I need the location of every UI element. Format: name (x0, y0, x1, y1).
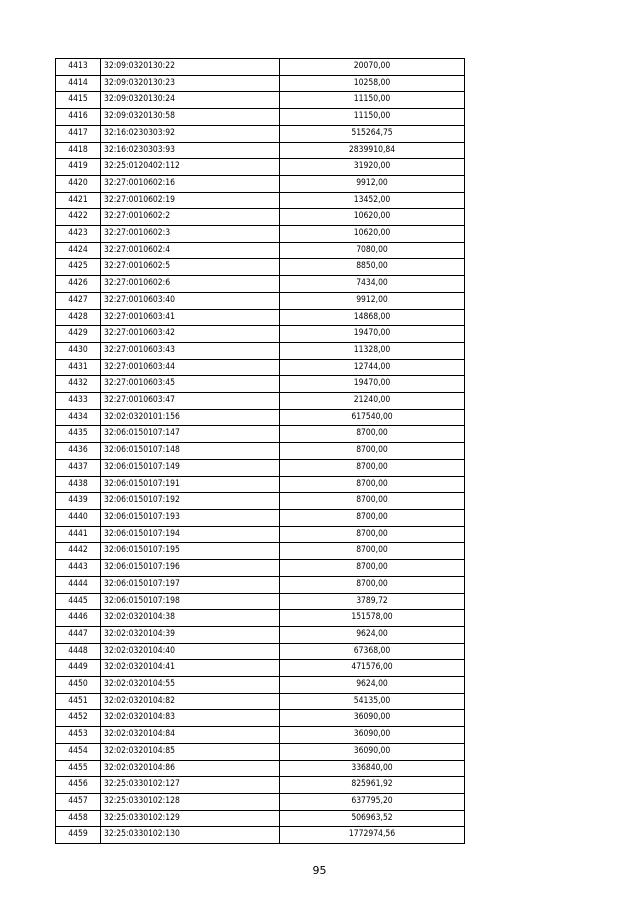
value-cell: 8700,00 (280, 560, 465, 577)
table-body (56, 59, 465, 844)
cadastral-number-cell: 32:02:0320104:40 (101, 643, 280, 660)
cadastral-number-cell: 32:09:0320130:23 (101, 75, 280, 92)
cadastral-number-cell: 32:25:0330102:130 (101, 827, 280, 844)
cadastral-number-cell: 32:09:0320130:22 (101, 59, 280, 76)
table-row (56, 576, 465, 593)
table-row (56, 242, 465, 259)
cadastral-number-cell: 32:27:0010603:42 (101, 326, 280, 343)
value-cell: 7434,00 (280, 276, 465, 293)
value-cell: 9624,00 (280, 626, 465, 643)
table-row (56, 459, 465, 476)
row-number-cell: 4443 (56, 560, 101, 577)
row-number-cell: 4436 (56, 443, 101, 460)
table-row (56, 677, 465, 694)
cadastral-number-cell: 32:06:0150107:149 (101, 459, 280, 476)
row-number-cell: 4429 (56, 326, 101, 343)
row-number-cell: 4415 (56, 92, 101, 109)
value-cell: 54135,00 (280, 693, 465, 710)
value-cell: 8700,00 (280, 426, 465, 443)
row-number-cell: 4445 (56, 593, 101, 610)
table-row (56, 276, 465, 293)
value-cell: 10620,00 (280, 209, 465, 226)
table-row (56, 142, 465, 159)
table-row (56, 159, 465, 176)
table-row (56, 560, 465, 577)
table-row (56, 376, 465, 393)
cadastral-number-cell: 32:25:0330102:127 (101, 777, 280, 794)
cadastral-number-cell: 32:06:0150107:147 (101, 426, 280, 443)
value-cell: 151578,00 (280, 610, 465, 627)
cadastral-number-cell: 32:06:0150107:192 (101, 493, 280, 510)
value-cell: 515264,75 (280, 125, 465, 142)
table-row (56, 59, 465, 76)
table-row (56, 476, 465, 493)
cadastral-number-cell: 32:06:0150107:198 (101, 593, 280, 610)
value-cell: 12744,00 (280, 359, 465, 376)
table-row (56, 509, 465, 526)
row-number-cell: 4417 (56, 125, 101, 142)
table-row (56, 543, 465, 560)
value-cell: 825961,92 (280, 777, 465, 794)
value-cell: 19470,00 (280, 376, 465, 393)
cadastral-number-cell: 32:27:0010602:2 (101, 209, 280, 226)
cadastral-number-cell: 32:25:0330102:128 (101, 793, 280, 810)
value-cell: 8700,00 (280, 526, 465, 543)
cadastral-number-cell: 32:27:0010602:6 (101, 276, 280, 293)
row-number-cell: 4423 (56, 226, 101, 243)
table-row (56, 760, 465, 777)
table-row (56, 493, 465, 510)
cadastral-number-cell: 32:09:0320130:58 (101, 109, 280, 126)
table-row (56, 710, 465, 727)
cadastral-number-cell: 32:02:0320101:156 (101, 409, 280, 426)
cadastral-number-cell: 32:02:0320104:55 (101, 677, 280, 694)
cadastral-number-cell: 32:25:0120402:112 (101, 159, 280, 176)
row-number-cell: 4427 (56, 292, 101, 309)
row-number-cell: 4426 (56, 276, 101, 293)
table-row (56, 626, 465, 643)
value-cell: 36090,00 (280, 710, 465, 727)
value-cell: 8850,00 (280, 259, 465, 276)
cadastral-number-cell: 32:25:0330102:129 (101, 810, 280, 827)
cadastral-number-cell: 32:16:0230303:93 (101, 142, 280, 159)
row-number-cell: 4441 (56, 526, 101, 543)
row-number-cell: 4413 (56, 59, 101, 76)
value-cell: 506963,52 (280, 810, 465, 827)
cadastral-number-cell: 32:06:0150107:197 (101, 576, 280, 593)
table-row (56, 693, 465, 710)
value-cell: 8700,00 (280, 509, 465, 526)
table-row (56, 393, 465, 410)
row-number-cell: 4447 (56, 626, 101, 643)
cadastral-number-cell: 32:06:0150107:148 (101, 443, 280, 460)
table-row (56, 175, 465, 192)
value-cell: 36090,00 (280, 743, 465, 760)
value-cell: 637795,20 (280, 793, 465, 810)
table-row (56, 593, 465, 610)
table-row (56, 125, 465, 142)
table-row (56, 526, 465, 543)
value-cell: 20070,00 (280, 59, 465, 76)
table-row (56, 92, 465, 109)
table-row (56, 75, 465, 92)
table-row (56, 409, 465, 426)
row-number-cell: 4438 (56, 476, 101, 493)
row-number-cell: 4453 (56, 727, 101, 744)
table-row (56, 793, 465, 810)
table-row (56, 292, 465, 309)
table-row (56, 342, 465, 359)
value-cell: 336840,00 (280, 760, 465, 777)
row-number-cell: 4458 (56, 810, 101, 827)
cadastral-number-cell: 32:27:0010602:4 (101, 242, 280, 259)
cadastral-number-cell: 32:27:0010602:16 (101, 175, 280, 192)
row-number-cell: 4446 (56, 610, 101, 627)
value-cell: 2839910,84 (280, 142, 465, 159)
table-row (56, 359, 465, 376)
cadastral-number-cell: 32:27:0010602:19 (101, 192, 280, 209)
value-cell: 10258,00 (280, 75, 465, 92)
cadastral-number-cell: 32:27:0010602:5 (101, 259, 280, 276)
row-number-cell: 4437 (56, 459, 101, 476)
value-cell: 19470,00 (280, 326, 465, 343)
row-number-cell: 4435 (56, 426, 101, 443)
cadastral-number-cell: 32:06:0150107:194 (101, 526, 280, 543)
row-number-cell: 4430 (56, 342, 101, 359)
value-cell: 8700,00 (280, 576, 465, 593)
row-number-cell: 4455 (56, 760, 101, 777)
cadastral-number-cell: 32:27:0010602:3 (101, 226, 280, 243)
row-number-cell: 4448 (56, 643, 101, 660)
row-number-cell: 4444 (56, 576, 101, 593)
table-row (56, 259, 465, 276)
cadastral-number-cell: 32:02:0320104:82 (101, 693, 280, 710)
cadastral-number-cell: 32:16:0230303:92 (101, 125, 280, 142)
row-number-cell: 4431 (56, 359, 101, 376)
table-row (56, 109, 465, 126)
cadastral-number-cell: 32:27:0010603:40 (101, 292, 280, 309)
row-number-cell: 4454 (56, 743, 101, 760)
table-row (56, 777, 465, 794)
cadastral-number-cell: 32:27:0010603:43 (101, 342, 280, 359)
table-row (56, 443, 465, 460)
cadastral-number-cell: 32:06:0150107:195 (101, 543, 280, 560)
cadastral-number-cell: 32:02:0320104:38 (101, 610, 280, 627)
row-number-cell: 4459 (56, 827, 101, 844)
row-number-cell: 4421 (56, 192, 101, 209)
table-row (56, 226, 465, 243)
table-row (56, 309, 465, 326)
value-cell: 11150,00 (280, 109, 465, 126)
row-number-cell: 4452 (56, 710, 101, 727)
table-row (56, 660, 465, 677)
row-number-cell: 4414 (56, 75, 101, 92)
cadastral-number-cell: 32:02:0320104:86 (101, 760, 280, 777)
value-cell: 8700,00 (280, 459, 465, 476)
value-cell: 9912,00 (280, 175, 465, 192)
value-cell: 11150,00 (280, 92, 465, 109)
cadastral-number-cell: 32:27:0010603:41 (101, 309, 280, 326)
row-number-cell: 4420 (56, 175, 101, 192)
value-cell: 1772974,56 (280, 827, 465, 844)
table-row (56, 326, 465, 343)
value-cell: 13452,00 (280, 192, 465, 209)
table-row (56, 209, 465, 226)
table-row (56, 192, 465, 209)
value-cell: 3789,72 (280, 593, 465, 610)
row-number-cell: 4450 (56, 677, 101, 694)
value-cell: 471576,00 (280, 660, 465, 677)
value-cell: 8700,00 (280, 443, 465, 460)
row-number-cell: 4439 (56, 493, 101, 510)
cadastral-number-cell: 32:02:0320104:83 (101, 710, 280, 727)
row-number-cell: 4419 (56, 159, 101, 176)
row-number-cell: 4433 (56, 393, 101, 410)
cadastral-number-cell: 32:27:0010603:47 (101, 393, 280, 410)
row-number-cell: 4442 (56, 543, 101, 560)
value-cell: 31920,00 (280, 159, 465, 176)
row-number-cell: 4451 (56, 693, 101, 710)
value-cell: 9624,00 (280, 677, 465, 694)
data-table (55, 58, 465, 844)
value-cell: 10620,00 (280, 226, 465, 243)
value-cell: 8700,00 (280, 543, 465, 560)
table-row (56, 810, 465, 827)
row-number-cell: 4424 (56, 242, 101, 259)
row-number-cell: 4428 (56, 309, 101, 326)
cadastral-number-cell: 32:06:0150107:196 (101, 560, 280, 577)
cadastral-number-cell: 32:02:0320104:84 (101, 727, 280, 744)
table-row (56, 643, 465, 660)
row-number-cell: 4457 (56, 793, 101, 810)
row-number-cell: 4440 (56, 509, 101, 526)
cadastral-number-cell: 32:02:0320104:85 (101, 743, 280, 760)
row-number-cell: 4422 (56, 209, 101, 226)
cadastral-number-cell: 32:27:0010603:45 (101, 376, 280, 393)
value-cell: 14868,00 (280, 309, 465, 326)
value-cell: 9912,00 (280, 292, 465, 309)
row-number-cell: 4449 (56, 660, 101, 677)
value-cell: 617540,00 (280, 409, 465, 426)
row-number-cell: 4434 (56, 409, 101, 426)
row-number-cell: 4416 (56, 109, 101, 126)
table-row (56, 827, 465, 844)
row-number-cell: 4432 (56, 376, 101, 393)
cadastral-number-cell: 32:02:0320104:41 (101, 660, 280, 677)
table-row (56, 426, 465, 443)
cadastral-number-cell: 32:02:0320104:39 (101, 626, 280, 643)
value-cell: 11328,00 (280, 342, 465, 359)
table-row (56, 727, 465, 744)
page-number: 95 (312, 864, 327, 877)
row-number-cell: 4425 (56, 259, 101, 276)
cadastral-number-cell: 32:06:0150107:193 (101, 509, 280, 526)
row-number-cell: 4456 (56, 777, 101, 794)
row-number-cell: 4418 (56, 142, 101, 159)
value-cell: 7080,00 (280, 242, 465, 259)
value-cell: 36090,00 (280, 727, 465, 744)
table-row (56, 610, 465, 627)
value-cell: 8700,00 (280, 476, 465, 493)
cadastral-number-cell: 32:06:0150107:191 (101, 476, 280, 493)
cadastral-number-cell: 32:09:0320130:24 (101, 92, 280, 109)
cadastral-number-cell: 32:27:0010603:44 (101, 359, 280, 376)
table-row (56, 743, 465, 760)
value-cell: 21240,00 (280, 393, 465, 410)
value-cell: 67368,00 (280, 643, 465, 660)
value-cell: 8700,00 (280, 493, 465, 510)
